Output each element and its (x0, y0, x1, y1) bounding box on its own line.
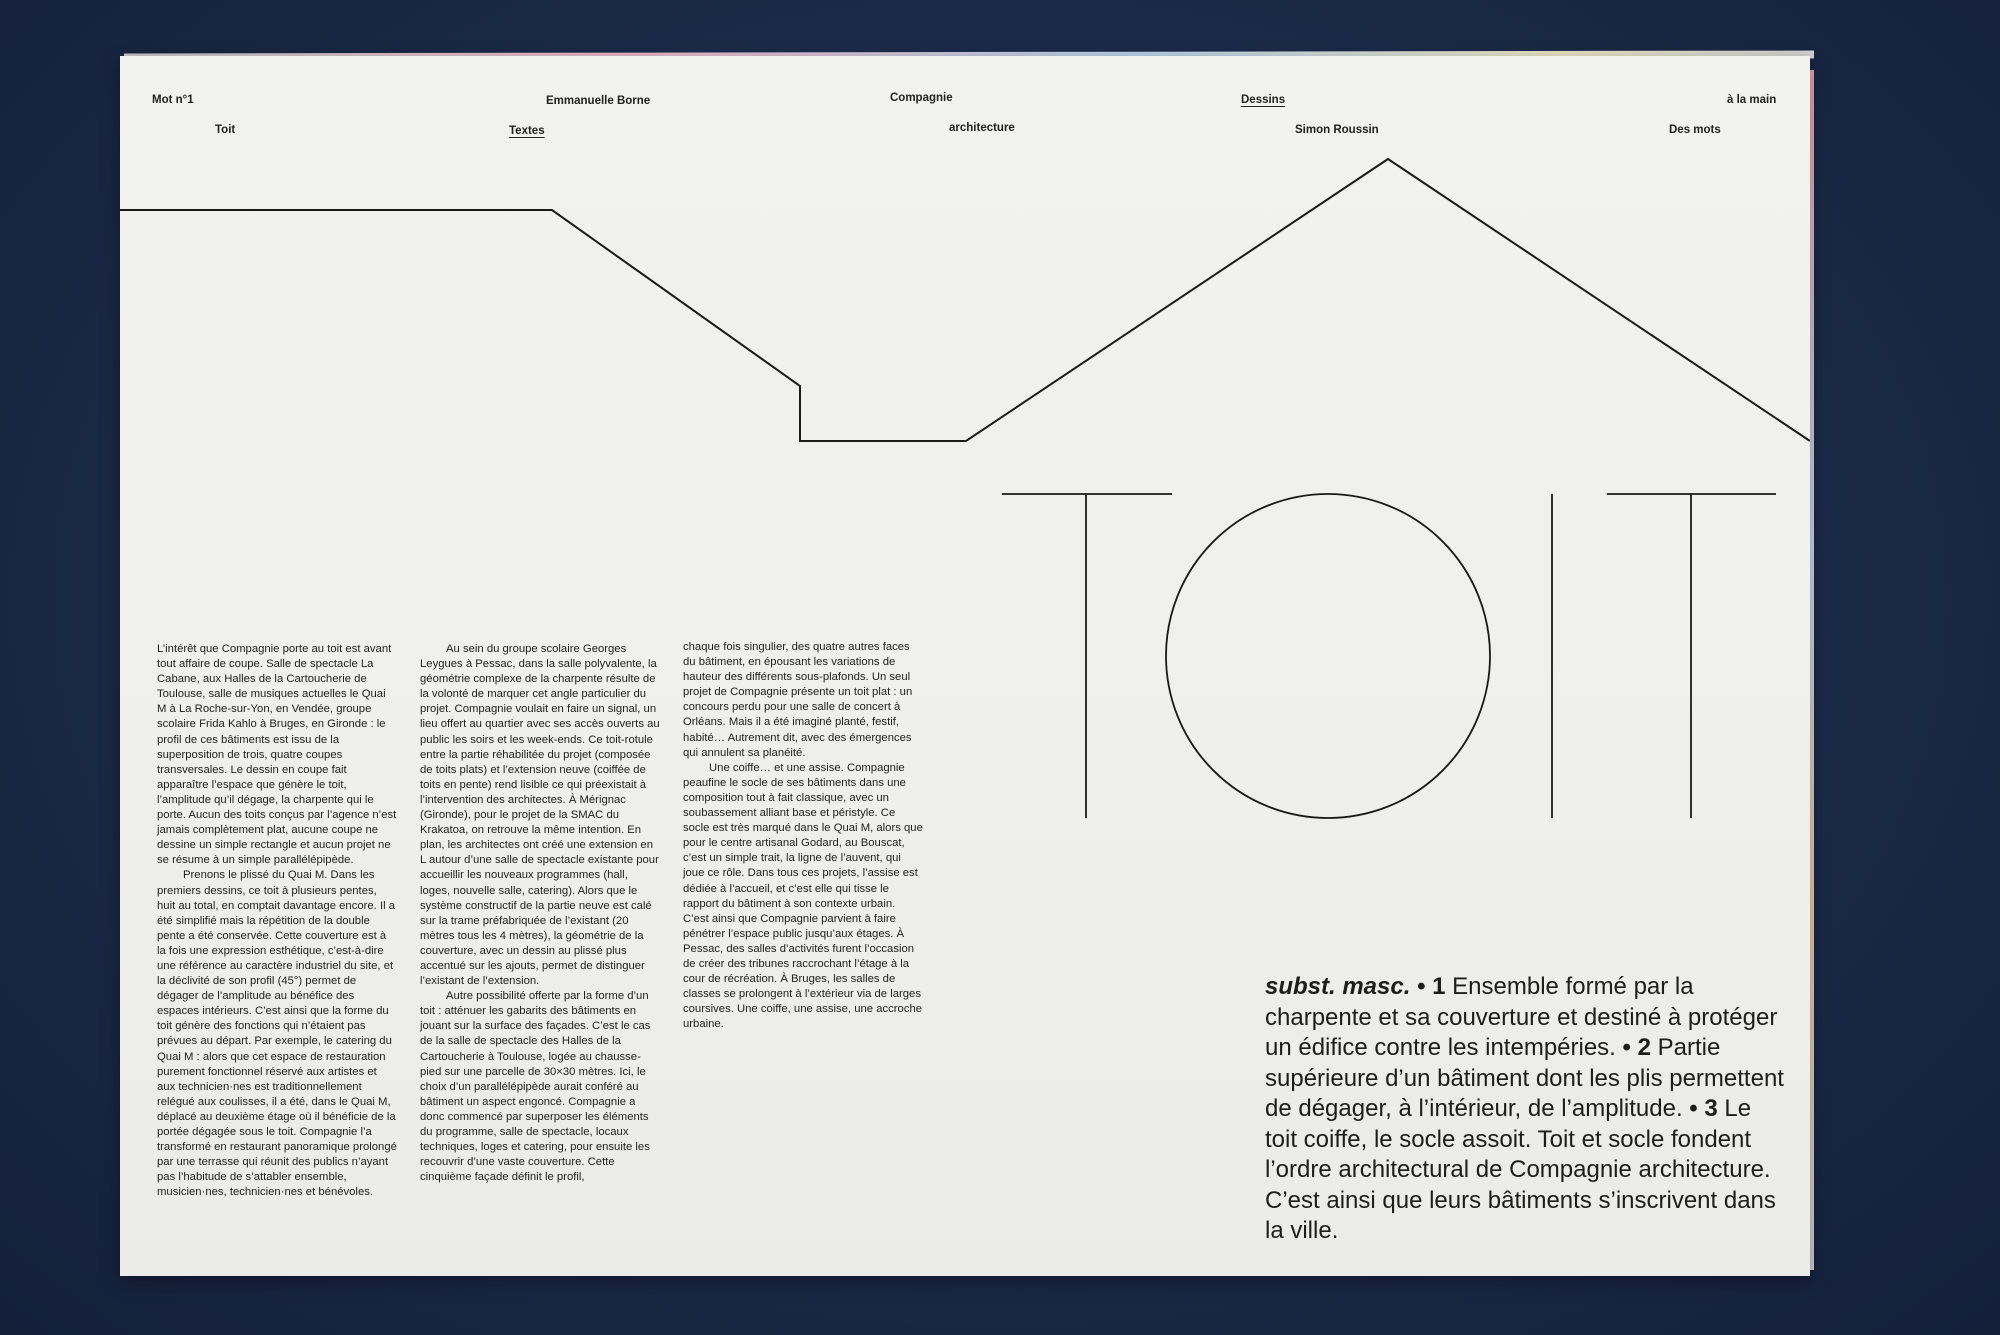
header-by-hand: à la main (1727, 94, 1777, 106)
header-issue: Mot n°1 (152, 94, 194, 106)
definition-number-2: • 2 (1622, 1034, 1651, 1061)
definition-sense-2: Partie supérieure d’un bâtiment dont les plis permettent de dégager, à l’intérieur, de l’amplitude. (1265, 1034, 1784, 1122)
text-column-2 (420, 642, 660, 1185)
roof-profile-line (120, 159, 1810, 441)
header-company: Compagnie (890, 92, 953, 104)
newspaper-sheet (120, 56, 1810, 1276)
definition-number-1: • 1 (1417, 973, 1446, 1000)
letter-o (1166, 494, 1490, 818)
col1-para-1: L’intérêt que Compagnie porte au toit est avant tout affaire de coupe. Salle de spectacle La Cabane, aux Halles de la Cartoucherie de Toulouse, salle de musiques actuelles le Quai M à La Roche-sur-Yon, en Vendée, groupe scolaire Frida Kahlo à Bruges, en Gironde : le profil de ces bâtiments est issu de la superposition de trois, quatre coupes transversales. Le dessin en coupe fait apparaître l’espace que génère le toit, l’amplitude qu’il dégage, la charpente qui le porte. Aucun des toits conçus par l’agence n’est jamais complètement plat, aucune coupe ne dessine un simple rectangle et aucun projet ne se résume à un simple parallélépipède. (157, 643, 397, 867)
text-column-3 (683, 640, 923, 1032)
col2-para-1: Au sein du groupe scolaire Georges Leygues à Pessac, dans la salle polyvalente, la géométrie complexe de la charpente résulte de la volonté de marquer cet angle particulier du projet. Compagnie voulait en faire un signal, un lieu offert au quartier avec ses accès ouverts au public les soirs et les week-ends. Ce toit-rotule entre la partie réhabilitée du projet (composée de toits plats) et l’extension neuve (coiffée de toits en pente) rend lisible ce qui préexistait à l’intervention des architectes. À Mérignac (Gironde), pour le projet de la SMAC du Krakatoa, on retrouve la même intention. En plan, les architectes ont créé une extension en L autour d’une salle de spectacle existante pour accueillir les nouveaux programmes (hall, loges, nouvelle salle, catering). Alors que le système constructif de la partie neuve est calé sur la trame préfabriquée de l’existant (20 mètres tous les 4 mètres), la géométrie de la couverture, avec un dessin au plissé plus accentué sur les ajouts, permet de distinguer l’existant de l’extension. (420, 643, 660, 988)
header-architecture: architecture (949, 122, 1015, 134)
definition-grammar: subst. masc. (1265, 973, 1411, 1000)
definition-number-3: • 3 (1689, 1095, 1718, 1122)
definition-block (1265, 972, 1785, 1247)
header-word: Toit (215, 124, 236, 136)
definition-sense-3: Le toit coiffe, le socle assoit. Toit et socle fondent l’ordre architectural de Compagnie architecture. C’est ainsi que leurs bâtiments s’inscrivent dans la ville. (1265, 1095, 1776, 1244)
header-author: Emmanuelle Borne (546, 95, 651, 107)
definition-sense-1: Ensemble formé par la charpente et sa couverture et destiné à protéger un édifice contre les intempéries. (1265, 973, 1778, 1061)
col3-para-2: Une coiffe… et une assise. Compagnie peaufine le socle de ses bâtiments dans une composition tout à fait classique, avec un soubassement alliant base et péristyle. Ce socle est très marqué dans le Quai M, alors que pour le centre artisanal Godard, au Bouscat, c’est un simple trait, la ligne de l’auvent, qui joue ce rôle. Dans tous ces projets, l’assise est dédiée à l’accueil, et c’est elle qui tisse le rapport du bâtiment à son contexte urbain. C’est ainsi que Compagnie parvient à faire pénétrer l’espace public jusqu’aux étages. À Pessac, des salles d’activités furent l’occasion de créer des tribunes raccrochant l’étage à la cour de récréation. À Bruges, les salles de classes se prolongent à l’extérieur via de larges coursives. Une coiffe, une assise, une accroche urbaine. (683, 761, 923, 1031)
title-word: TOIT (120, 56, 123, 57)
col1-para-2: Prenons le plissé du Quai M. Dans les premiers dessins, ce toit à plusieurs pentes, huit au total, en comptait davantage encore. Il a été simplifié mais la répétition de la double pente a été conservée. Cette couverture est à la fois une expression esthétique, c’est-à-dire une référence au caractère industriel du site, et la déclivité de son profil (45°) permet de dégager de l’amplitude au bénéfice des espaces intérieurs. C’est ainsi que la forme du toit génère des fonctions qui n’étaient pas prévues au départ. Par exemple, le catering du Quai M : alors que cet espace de restauration purement fonctionnel réservé aux artistes et aux technicien·nes est traditionnellement relégué aux coulisses, il a été, dans le Quai M, déplacé au deuxième étage où il bénéficie de la portée dégagée sous le toit. Compagnie l’a transformé en restaurant panoramique prolongé par une terrasse qui réunit des publics n’ayant pas l’habitude de s’attabler ensemble, musicien·nes, technicien·nes et bénévoles. (157, 869, 397, 1199)
header-drawings: Dessins (1241, 94, 1286, 106)
header-texts: Textes (509, 125, 545, 137)
text-column-1 (157, 642, 397, 1200)
col3-para-1: chaque fois singulier, des quatre autres faces du bâtiment, en épousant les variations de hauteur des différents sous-plafonds. Un seul projet de Compagnie présente un toit plat : un concours perdu pour une salle de concert à Orléans. Mais il a été imaginé planté, festif, habité… Autrement dit, avec des émergences qui annulent sa planéité. (683, 641, 913, 759)
header-illustrator: Simon Roussin (1295, 124, 1379, 136)
header-words: Des mots (1669, 124, 1721, 136)
title-letters (1002, 494, 1776, 818)
col2-para-2: Autre possibilité offerte par la forme d’un toit : atténuer les gabarits des bâtiments en jouant sur la surface des façades. C’est le cas de la salle de spectacle des Halles de la Cartoucherie à Toulouse, logée au chausse-pied sur une parcelle de 30×30 mètres. Ici, le choix d’un parallélépipède aurait conféré au bâtiment un aspect engoncé. Compagnie a donc commencé par superposer les éléments du programme, salle de spectacle, locaux techniques, loges et catering, pour ensuite les recouvrir d’une vaste couverture. Cette cinquième façade définit le profil, (420, 990, 651, 1184)
